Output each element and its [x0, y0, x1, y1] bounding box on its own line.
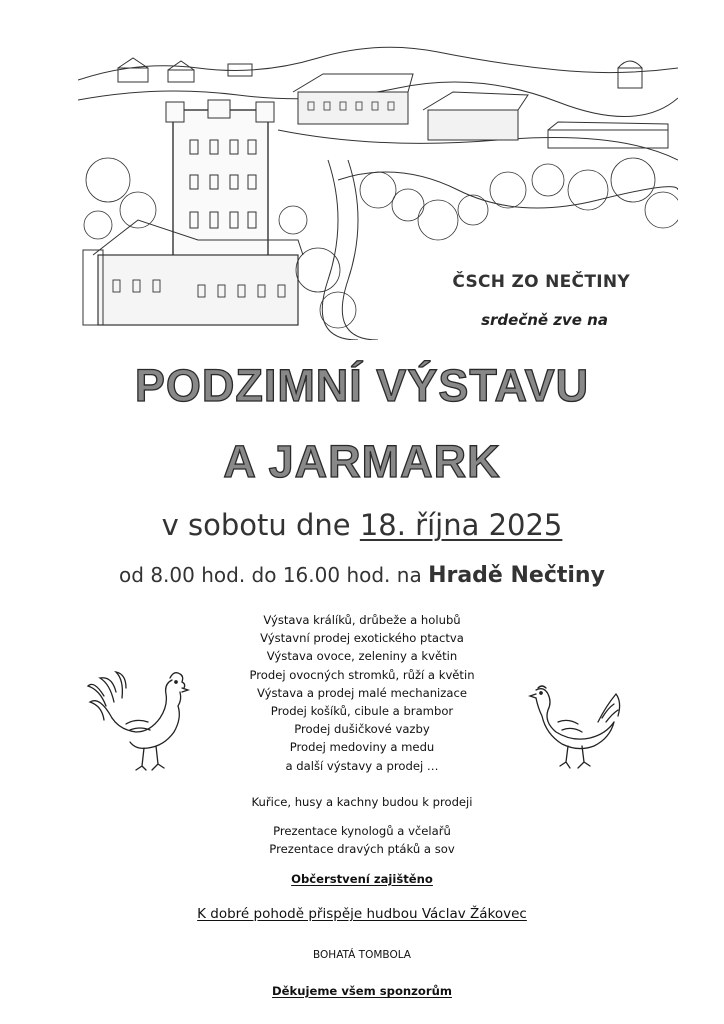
sponsors-thanks — [0, 984, 724, 998]
sponsors-thanks-label: Děkujeme všem sponzorům — [272, 984, 452, 998]
poultry-sale-text: Kuřice, husy a kachny budou k prodeji — [251, 795, 473, 809]
program-item: Prodej ovocných stromků, růží a květin — [249, 667, 475, 682]
hen-icon — [528, 682, 624, 774]
presentation-line-1: Prezentace kynologů a včelařů — [273, 824, 451, 838]
event-place: Hradě Nečtiny — [428, 563, 605, 588]
event-title-line2: A JARMARK — [223, 436, 501, 487]
refreshments-text — [0, 872, 724, 886]
tombola-text: BOHATÁ TOMBOLA — [313, 949, 411, 961]
program-list — [212, 611, 512, 775]
program-item: Výstavní prodej exotického ptactva — [260, 631, 464, 646]
event-title-line1: PODZIMNÍ VÝSTAVU — [134, 360, 590, 411]
date-prefix: v sobotu dne — [161, 508, 351, 542]
program-item: Výstava králíků, drůbeže a holubů — [263, 613, 461, 627]
program-item: Výstava a prodej malé mechanizace — [257, 685, 467, 700]
music-label: K dobré pohodě přispěje hudbou Václav Žákovec — [197, 906, 527, 922]
program-item: Prodej medoviny a medu — [289, 740, 435, 755]
event-time: od 8.00 hod. do 16.00 hod. na — [119, 563, 422, 587]
castle-landscape-illustration — [78, 40, 678, 340]
program-item: Prodej dušičkové vazby — [294, 722, 430, 737]
program-item: Prodej košíků, cibule a brambor — [270, 704, 454, 719]
refreshments-label: Občerstvení zajištěno — [291, 872, 433, 886]
event-time-line — [0, 563, 724, 588]
event-date: 18. října 2025 — [359, 508, 563, 542]
event-date-line — [0, 508, 724, 542]
music-text — [0, 906, 724, 922]
program-item: a další výstavy a prodej … — [285, 758, 439, 773]
program-item: Výstava ovoce, zeleniny a květin — [266, 649, 458, 664]
organization-name: ČSCH ZO NEČTINY — [452, 272, 630, 292]
invitation-text: srdečně zve na — [481, 311, 608, 329]
presentation-line-2: Prezentace dravých ptáků a sov — [269, 842, 455, 856]
rooster-icon — [86, 666, 192, 776]
